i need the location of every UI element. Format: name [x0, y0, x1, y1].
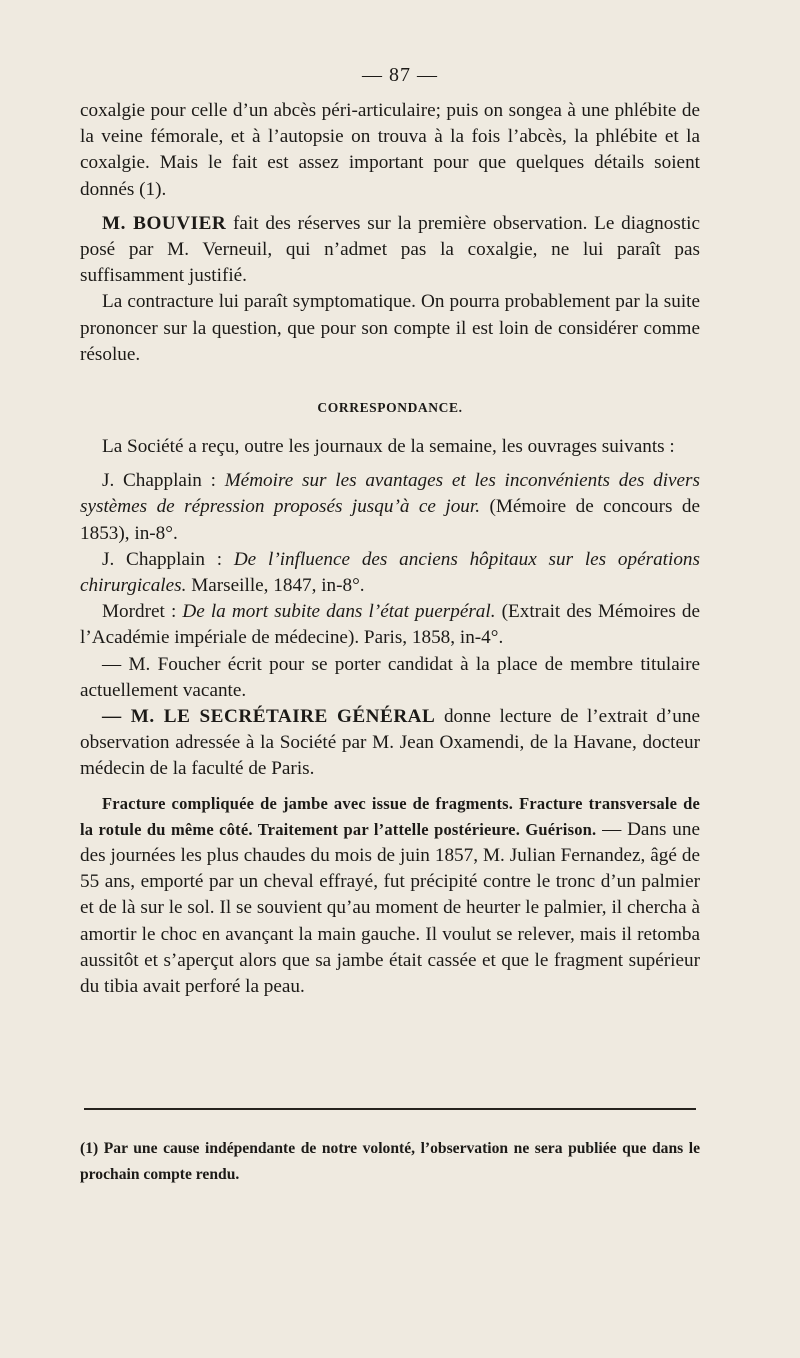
section-heading: CORRESPONDANCE. — [317, 400, 463, 416]
paragraph-societe: La Société a reçu, outre les journaux de la semaine, les ouvrages suivants : — [102, 436, 675, 458]
footnote: (1) Par une cause indépendante de notre volonté, l’observation ne sera publiée que dans le prochain compte rendu. — [80, 1140, 700, 1183]
speaker-bouvier: M. BOUVIER — [102, 212, 227, 234]
paragraph-bouvier-text: fait des réserves sur la première observation. Le diagnostic posé par M. Verneuil, qui n’admet pas la coxalgie, ne lui paraît pas suffisamment justifié. — [80, 212, 700, 287]
paragraph-coxalgie: coxalgie pour celle d’un abcès péri-articulaire; puis on songea à une phlébite de la veine fémorale, et à l’autopsie on trouva à la fois l’abcès, la phlébite et la coxalgie. Mais le fait est assez important pour que quelques détails soient donnés (1). — [80, 100, 700, 200]
paragraph-secretaire-text: donne lecture de l’extrait d’une observation adressée à la Société par M. Jean Oxamendi, de la Havane, docteur médecin de la faculté de Paris. — [80, 706, 700, 780]
paragraph-bouvier — [80, 211, 700, 290]
paragraph-secretaire — [80, 704, 700, 783]
work-author: J. Chapplain : — [102, 548, 234, 570]
paragraph-contracture: La contracture lui paraît symptomatique. On pourra probablement par la suite prononcer sur la question, que pour son compte il est loin de considérer comme résolue. — [80, 291, 700, 365]
work-entry-1 — [80, 468, 700, 547]
paragraph-case-report — [80, 791, 700, 1001]
work-title: Mémoire sur les avantages et les inconvénients des divers systèmes de répression proposés jusqu’à ce jour. — [80, 470, 700, 518]
work-details: (Extrait des Mémoires de l’Académie impériale de médecine). Paris, 1858, in-4°. — [80, 601, 700, 649]
work-title: De l’influence des anciens hôpitaux sur les opérations chirurgicales. — [80, 548, 700, 597]
page-number: — 87 — — [362, 64, 438, 86]
work-author: J. Chapplain : — [102, 470, 225, 492]
work-author: Mordret : — [102, 601, 183, 623]
work-details: (Mémoire de concours de 1853), in-8°. — [80, 496, 700, 544]
work-entry-3 — [80, 599, 700, 651]
body-text — [80, 98, 700, 1000]
work-entry-2 — [80, 547, 700, 599]
case-text: — Dans une des journées les plus chaudes du mois de juin 1857, M. Julian Fernandez, âgé de 55 ans, emporté par un cheval effrayé, fut précipité contre le tronc d’un palmier et de là sur le sol. Il se souvient qu’au moment de heurter le palmier, il chercha à amortir le choc en avançant la main gauche. Il voulut se relever, mais il retomba aussitôt et s’aperçut alors que sa jambe était cassée et que le fragment supérieur du tibia avait perforé la peau. — [80, 818, 700, 998]
work-details: Marseille, 1847, in-8°. — [186, 575, 365, 597]
footnote-rule — [84, 1108, 696, 1110]
paragraph-foucher: — M. Foucher écrit pour se porter candidat à la place de membre titulaire actuellement vacante. — [80, 653, 700, 701]
work-title: De la mort subite dans l’état puerpéral. — [182, 601, 496, 623]
case-title: Fracture compliquée de jambe avec issue de fragments. Fracture transversale de la rotule du même côté. Traitement par l’attelle postérieure. Guérison. — [80, 793, 700, 839]
speaker-secretaire: — M. LE SECRÉTAIRE GÉNÉRAL — [102, 706, 436, 728]
